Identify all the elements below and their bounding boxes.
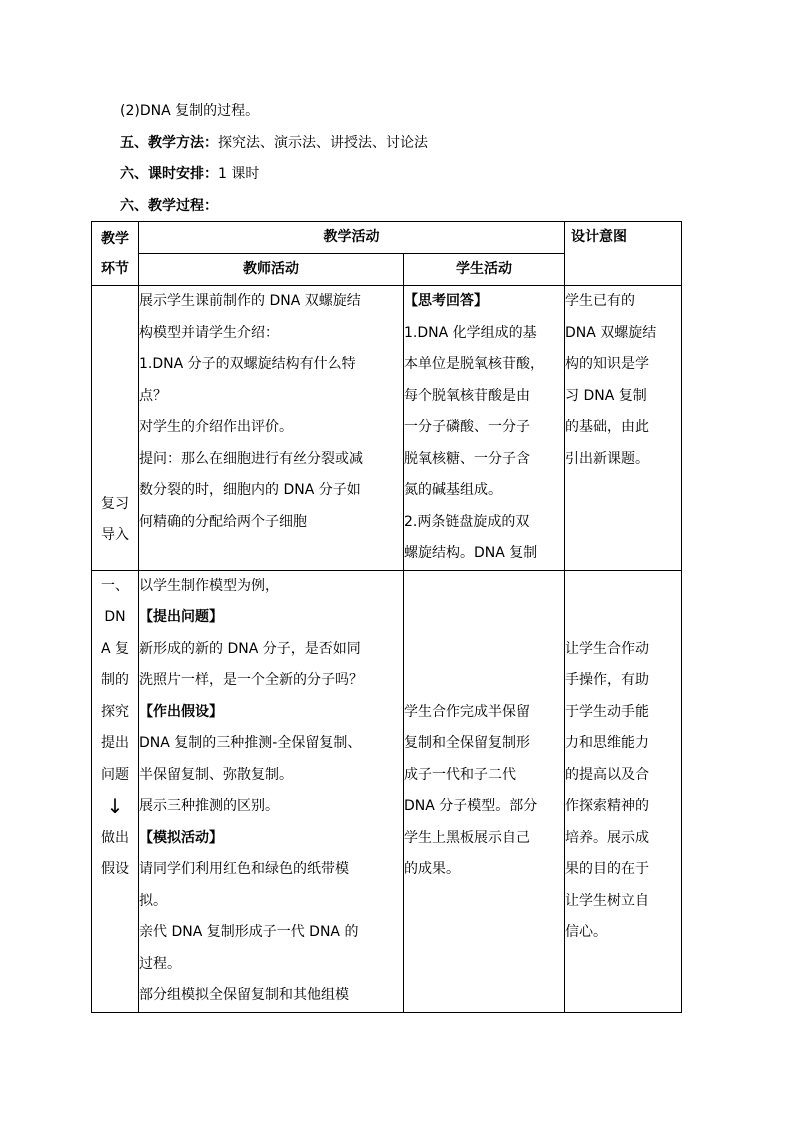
method-text: 探究法、演示法、讲授法、讨论法 bbox=[218, 135, 428, 151]
teacher-header: 教师活动 bbox=[139, 254, 404, 286]
teacher-activity-review: 展示学生课前制作的 DNA 双螺旋结 构模型并请学生介绍： 1.DNA 分子的双螺旋结构有什么特 点？ 对学生的介绍作出评价。 提问：那么在细胞进行有丝分裂或减 数分裂的时，细胞内的 DNA 分子如 何精确的分配给两个子细胞 bbox=[139, 286, 404, 571]
teacher-activity-exploration: 以学生制作模型为例， 【提出问题】 新形成的新的 DNA 分子，是否如同 洗照片一样，是一个全新的分子吗？ 【作出假设】 DNA 复制的三种推测-全保留复制、 半保留复制、弥散复制。 展示三种推测的区别。 【模拟活动】 请同学们利用红色和绿色的纸带模 拟。 亲代 DNA 复制形成子一代 DNA 的 过程。 部分组模拟全保留复制和其他组模 bbox=[139, 570, 404, 1012]
stage-exploration: 一、 DN A 复 制的 探究 提出 问题 ↓ 做出 假设 bbox=[92, 570, 139, 1012]
student-activity-exploration: 学生合作完成半保留 复制和全保留复制形 成子一代和子二代 DNA 分子模型。部分 学生上黑板展示自己 的成果。 bbox=[404, 570, 565, 1012]
design-intent-review: 学生已有的 DNA 双螺旋结 构的知识是学 习 DNA 复制 的基础，由此 引出新课题。 bbox=[565, 286, 682, 571]
method-line bbox=[120, 133, 428, 153]
student-activity-review: 【思考回答】 1.DNA 化学组成的基 本单位是脱氧核苷酸， 每个脱氧核苷酸是由 一分子磷酸、一分子 脱氧核糖、一分子含 氮的碱基组成。 2.两条链盘旋成的双 螺旋结构。DNA 复制 bbox=[404, 286, 565, 571]
intent-header: 设计意图 bbox=[565, 222, 682, 286]
lesson-process-table bbox=[91, 221, 682, 1013]
down-arrow-icon: ↓ bbox=[106, 794, 124, 818]
table-row bbox=[92, 286, 682, 571]
activity-header: 教学活动 bbox=[139, 222, 565, 254]
schedule-heading: 六、课时安排： bbox=[120, 166, 218, 182]
schedule-line bbox=[120, 164, 259, 184]
objective-line: (2)DNA 复制的过程。 bbox=[120, 103, 260, 119]
schedule-text: 1 课时 bbox=[218, 166, 260, 182]
stage-header: 教学 环节 bbox=[92, 222, 139, 286]
design-intent-exploration: 让学生合作动 手操作，有助 于学生动手能 力和思维能力 的提高以及合 作探索精神的 培养。展示成 果的目的在于 让学生树立自 信心。 bbox=[565, 570, 682, 1012]
process-heading: 六、教学过程： bbox=[120, 198, 218, 214]
student-header: 学生活动 bbox=[404, 254, 565, 286]
table-row bbox=[92, 570, 682, 1012]
method-heading: 五、教学方法： bbox=[120, 135, 218, 151]
process-line bbox=[120, 196, 218, 216]
stage-review: 复习 导入 bbox=[92, 286, 139, 571]
